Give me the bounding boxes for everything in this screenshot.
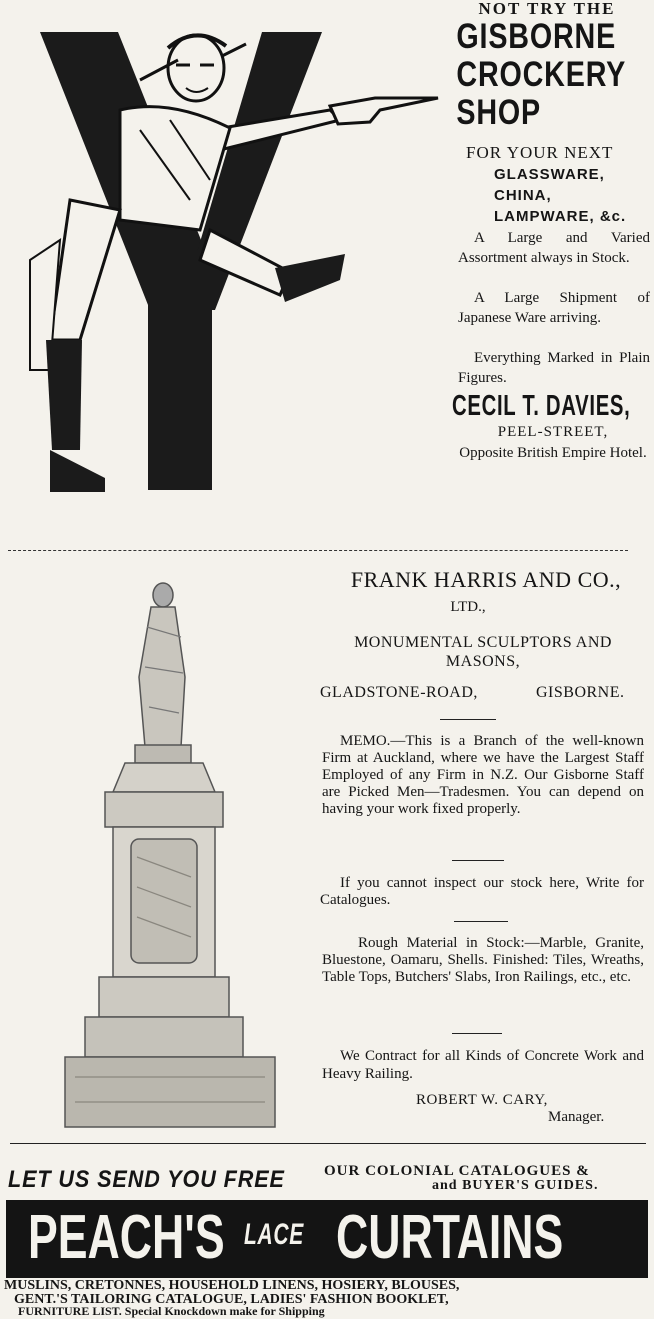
memo-text: MEMO.—This is a Branch of the well-known Firm at Auckland, where we have the Largest Staff Employed of any Firm in N.Z. Our Gisborne Staff are Picked Men—Tradesmen. You can depend on having your work fixed properly.	[322, 733, 644, 817]
goods-glassware: GLASSWARE,	[494, 166, 605, 183]
contract-text: We Contract for all Kinds of Concrete Work and Heavy Railing.	[322, 1048, 644, 1082]
for-line: FOR YOUR NEXT	[466, 143, 614, 162]
section-divider-1	[8, 550, 628, 551]
divider-1	[440, 719, 496, 720]
banner-lace: LACE	[244, 1218, 304, 1251]
address-road: GLADSTONE-ROAD,	[320, 684, 478, 701]
banner	[6, 1200, 648, 1278]
divider-2	[452, 860, 504, 861]
assortment-text: A Large and Varied Assortment always in Stock.	[458, 230, 650, 266]
proprietor-name: CECIL T. DAVIES,	[452, 390, 631, 422]
opposite-text: Opposite British Empire Hotel.	[459, 445, 647, 461]
trade-description: MONUMENTAL SCULPTORS AND MASONS,	[354, 634, 612, 670]
banner-curtains: CURTAINS	[336, 1203, 564, 1272]
shop-name-line-2: CROCKERY	[456, 55, 627, 94]
monument-ad	[0, 555, 654, 1140]
top-line: NOT TRY THE	[478, 0, 616, 18]
divider-3	[454, 921, 508, 922]
crockery-ad	[0, 0, 654, 500]
goods-china: CHINA,	[494, 187, 552, 204]
bottom-line-3: FURNITURE LIST. Special Knockdown make for Shipping	[18, 1304, 325, 1318]
shipment-text: A Large Shipment of Japanese Ware arriving.	[458, 290, 650, 326]
letter-y-stem	[148, 250, 212, 490]
address-town: GISBORNE.	[536, 684, 625, 701]
send-free-headline: LET US SEND YOU FREE	[8, 1166, 285, 1193]
monument-illustration	[55, 577, 305, 1137]
shop-name-line-1: GISBORNE	[456, 17, 617, 56]
firm-ltd: LTD.,	[450, 599, 486, 615]
banner-peachs: PEACH'S	[28, 1203, 225, 1272]
catalogues-line-1: OUR COLONIAL CATALOGUES &	[324, 1163, 590, 1179]
shop-name	[440, 18, 654, 132]
goods-lampware: LAMPWARE, &c.	[494, 208, 627, 225]
material-text: Rough Material in Stock:—Marble, Granite, Bluestone, Oamaru, Shells. Finished: Tiles, Wreaths, Table Tops, Butchers' Slabs, Iron Railings, etc., etc.	[322, 935, 644, 985]
firm-name: FRANK HARRIS AND CO.,	[350, 567, 622, 592]
section-divider-2	[10, 1143, 646, 1144]
bottom-line-2: GENT.'S TAILORING CATALOGUE, LADIES' FASHION BOOKLET,	[14, 1292, 449, 1307]
bottom-line-1: MUSLINS, CRETONNES, HOUSEHOLD LINENS, HOSIERY, BLOUSES,	[4, 1278, 460, 1293]
manager-name: ROBERT W. CARY,	[416, 1092, 548, 1108]
manager-title: Manager.	[548, 1109, 605, 1125]
walking-man-y-illustration	[0, 10, 450, 500]
catalogues-line-2: and BUYER'S GUIDES.	[432, 1178, 599, 1193]
divider-4	[452, 1033, 502, 1034]
shop-name-line-3: SHOP	[456, 93, 542, 132]
marked-text: Everything Marked in Plain Figures.	[458, 350, 650, 386]
street-address: PEEL-STREET,	[497, 424, 609, 440]
inspect-text: If you cannot inspect our stock here, Write for Catalogues.	[320, 875, 644, 908]
goods-list	[494, 164, 654, 227]
curtains-ad	[0, 1146, 654, 1318]
